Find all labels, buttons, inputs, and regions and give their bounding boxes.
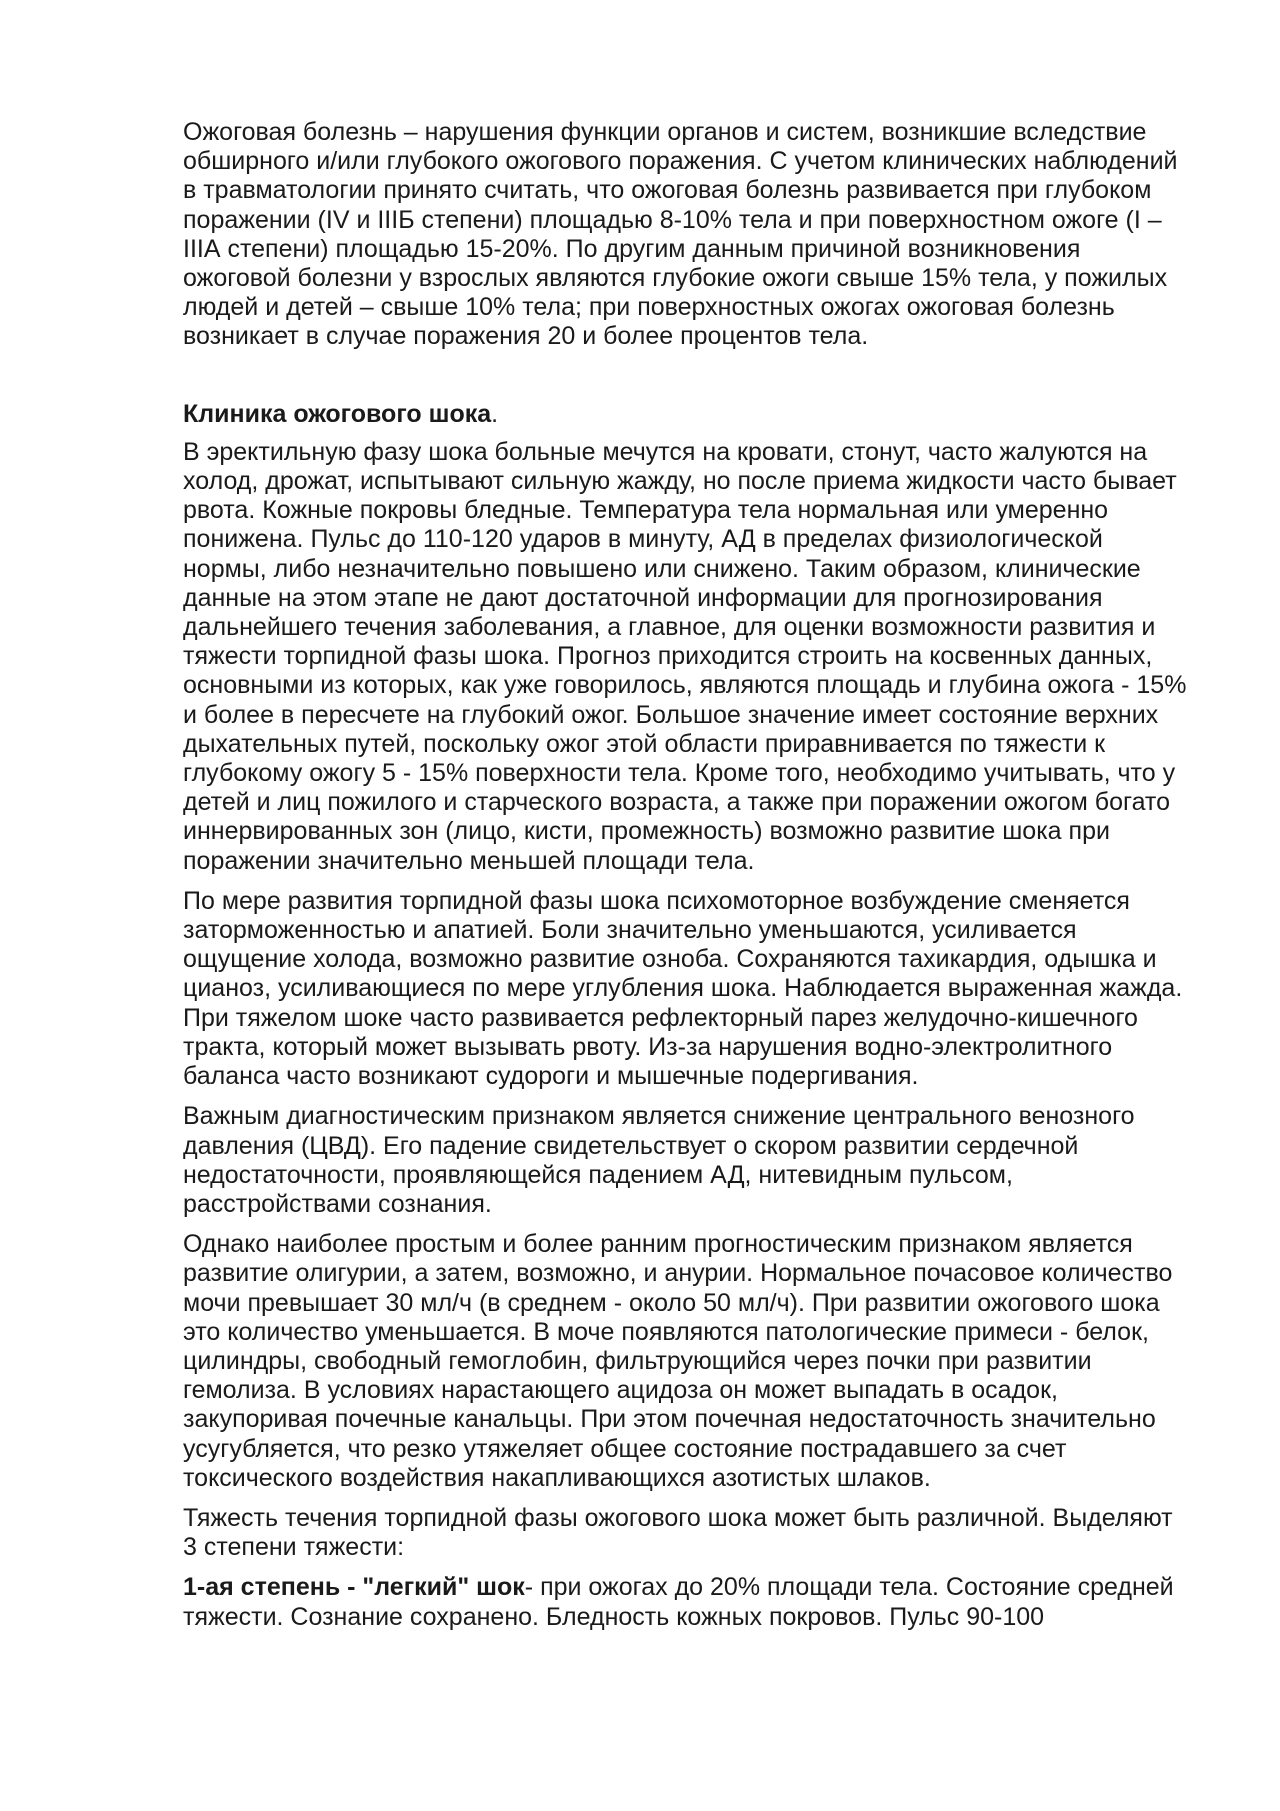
paragraph-torpid-phase: По мере развития торпидной фазы шока психомоторное возбуждение сменяется заторможенностью и апатией. Боли значительно уменьшаются, усиливается ощущение холода, возможно развитие озноба. Сохраняются тахикардия, одышка и цианоз, усиливающиеся по мере углубления шока. Наблюдается выраженная жажда. При тяжелом шоке часто развивается рефлекторный парез желудочно-кишечного тракта, который может вызывать рвоту. Из-за нарушения водно-электролитного баланса часто возникают судороги и мышечные подергивания. [183, 886, 1183, 1091]
section-heading-suffix: . [491, 399, 499, 428]
paragraph-cvp: Важным диагностическим признаком является снижение центрального венозного давления (ЦВД). Его падение свидетельствует о скором развитии сердечной недостаточности, проявляющейся падением АД, нитевидным пульсом, расстройствами сознания. [183, 1102, 1135, 1218]
paragraph-degree-1 [183, 1573, 1193, 1631]
degree-1-label: 1-ая степень - "легкий" шок [183, 1573, 525, 1602]
intro-paragraph: Ожоговая болезнь – нарушения функции органов и систем, возникшие вследствие обширного и/или глубокого ожогового поражения. С учетом клинических наблюдений в травматологии принято считать, что ожоговая болезнь развивается при глубоком поражении (IV и IIIБ степени) площадью 8-10% тела и при поверхностном ожоге (I – IIIА степени) площадью 15-20%. По другим данным причиной возникновения ожоговой болезни у взрослых являются глубокие ожоги свыше 15% тела, у пожилых людей и детей – свыше 10% тела; при поверхностных ожогах ожоговая болезнь возникает в случае поражения 20 и более процентов тела. [183, 118, 1178, 351]
paragraph-severity: Тяжесть течения торпидной фазы ожогового шока может быть различной. Выделяют 3 степени тяжести: [183, 1503, 1173, 1562]
degree-1-text: - при ожогах до 20% площади тела. Состояние средней тяжести. Сознание сохранено. Бледность кожных покровов. Пульс 90-100 [183, 1573, 1174, 1631]
paragraph-erectile-phase: В эректильную фазу шока больные мечутся на кровати, стонут, часто жалуются на холод, дрожат, испытывают сильную жажду, но после приема жидкости часто бывает рвота. Кожные покровы бледные. Температура тела нормальная или умеренно понижена. Пульс до 110-120 ударов в минуту, АД в пределах физиологической нормы, либо незначительно повышено или снижено. Таким образом, клинические данные на этом этапе не дают достаточной информации для прогнозирования дальнейшего течения заболевания, а главное, для оценки возможности развития и тяжести торпидной фазы шока. Прогноз приходится строить на косвенных данных, основными из которых, как уже говорилось, являются площадь и глубина ожога - 15% и более в пересчете на глубокий ожог. Большое значение имеет состояние верхних дыхательных путей, поскольку ожог этой области приравнивается по тяжести к глубокому ожогу 5 - 15% поверхности тела. Кроме того, необходимо учитывать, что у детей и лиц пожилого и старческого возраста, а также при поражении ожогом богато иннервированных зон (лицо, кисти, промежность) возможно развитие шока при поражении значительно меньшей площади тела. [183, 437, 1187, 875]
section-heading [183, 400, 1193, 429]
paragraph-oliguria: Однако наиболее простым и более ранним прогностическим признаком является развитие олигурии, а затем, возможно, и анурии. Нормальное почасовое количество мочи превышает 30 мл/ч (в среднем - около 50 мл/ч). При развитии ожогового шока это количество уменьшается. В моче появляются патологические примеси - белок, цилиндры, свободный гемоглобин, фильтрующийся через почки при развитии гемолиза. В условиях нарастающего ацидоза он может выпадать в осадок, закупоривая почечные канальцы. При этом почечная недостаточность значительно усугубляется, что резко утяжеляет общее состояние пострадавшего за счет токсического воздействия накапливающихся азотистых шлаков. [183, 1230, 1173, 1492]
document-page [183, 118, 1193, 1643]
section-heading-text: Клиника ожогового шока [183, 399, 492, 428]
